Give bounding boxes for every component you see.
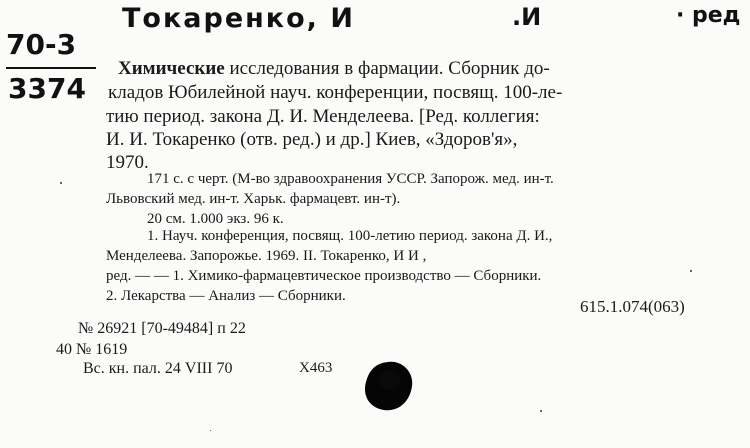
entry-line-5: 1970. (106, 152, 149, 173)
entry-title-line (118, 58, 550, 80)
tracing-line-1: 1. Науч. конференция, посвящ. 100-летию период. закона Д. И., (147, 228, 553, 244)
shelfmark-bottom: 3374 (8, 72, 86, 105)
registration-forty: 40 № 1619 (56, 341, 128, 358)
ink-blot (360, 358, 416, 414)
entry-line-3: тию период. закона Д. И. Менделеева. [Ред. коллегия: (106, 106, 540, 127)
physical-desc-2: Львовский мед. ин-т. Харьк. фармацевт. ин-т). (106, 191, 401, 207)
handwritten-author: Токаренко, И (122, 3, 355, 34)
handwritten-initial: .И (512, 3, 542, 31)
entry-line-4: И. И. Токаренко (отв. ред.) и др.] Киев, «Здоров'я», (106, 129, 518, 150)
shelfmark-divider (6, 67, 96, 69)
tracing-line-2: Менделеева. Запорожье. 1969. II. Токаренко, И И , (106, 248, 427, 264)
entry-title-bold: Химические (118, 58, 225, 79)
physical-size: 20 см. 1.000 экз. 96 к. (147, 211, 284, 227)
registration-number: № 26921 [70-49484] п 22 (78, 320, 246, 337)
shelfmark-top: 70-3 (6, 28, 77, 61)
tracing-line-4: 2. Лекарства — Анализ — Сборники. (106, 288, 346, 304)
entry-title-rest: исследования в фармации. Сборник до- (224, 58, 550, 79)
speck (540, 410, 542, 412)
registration-x-code: Х463 (299, 360, 333, 376)
tracing-line-3: ред. — — 1. Химико-фармацевтическое производство — Сборники. (106, 268, 542, 284)
physical-desc-1: 171 с. с черт. (М-во здравоохранения УССР. Запорож. мед. ин-т. (147, 171, 554, 187)
registration-chamber: Вс. кн. пал. 24 VIII 70 (83, 360, 233, 377)
udc-number: 615.1.074(063) (580, 297, 685, 316)
speck (60, 182, 62, 184)
speck (210, 430, 211, 431)
handwritten-red: · ред (676, 3, 741, 28)
entry-line-2: кладов Юбилейной науч. конференции, посвящ. 100-ле- (108, 82, 563, 103)
speck (690, 270, 692, 272)
